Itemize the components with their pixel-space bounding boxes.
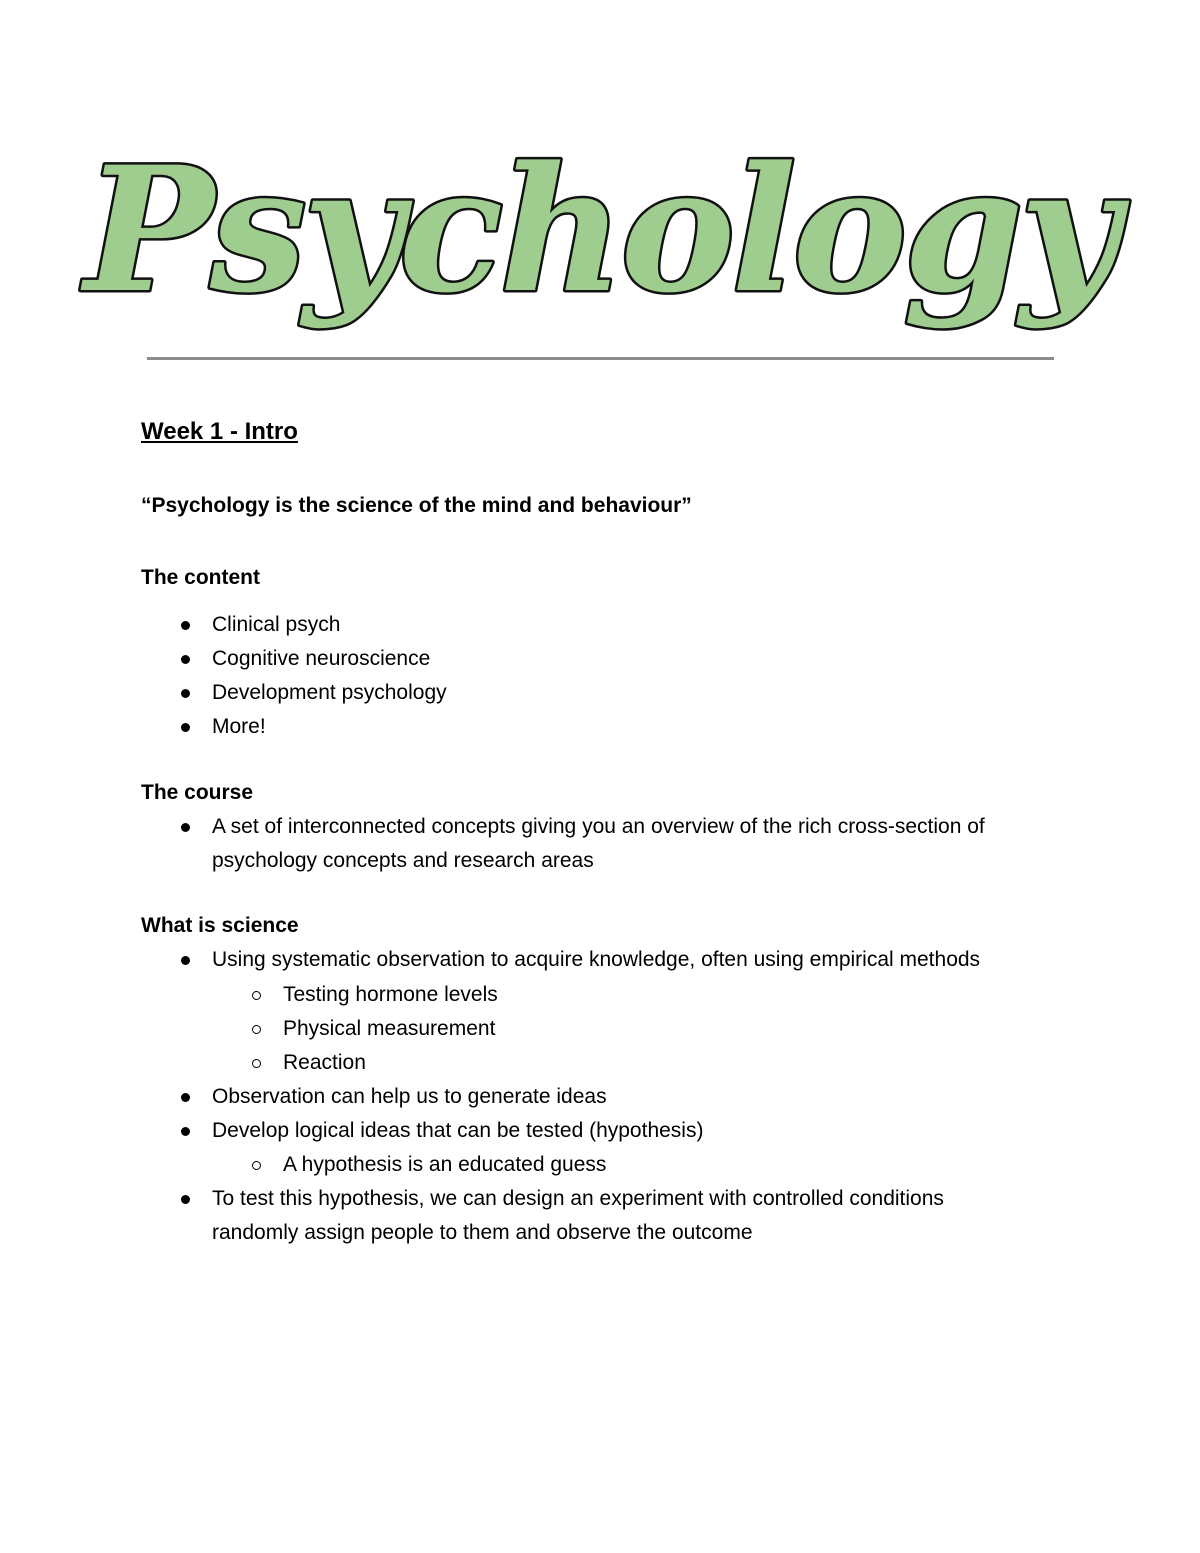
list-item: Observation can help us to generate ideas	[141, 1080, 1021, 1114]
list-item: Develop logical ideas that can be tested (hypothesis) A hypothesis is an educated guess	[141, 1114, 1021, 1182]
hollow-bullet-icon	[252, 1025, 261, 1034]
sub-list	[212, 1148, 1021, 1182]
definition-quote: “Psychology is the science of the mind and behaviour”	[141, 494, 692, 517]
hollow-bullet-icon	[252, 991, 261, 1000]
bullet-icon	[181, 655, 190, 664]
science-list	[141, 943, 1021, 1250]
bullet-icon	[181, 723, 190, 732]
list-item: Development psychology	[141, 676, 447, 710]
bullet-icon	[181, 823, 190, 832]
section-heading-course: The course	[141, 781, 254, 804]
sub-list-item: Physical measurement	[212, 1012, 1021, 1046]
bullet-icon	[181, 621, 190, 630]
section-heading-content: The content	[141, 566, 260, 589]
list-item: Using systematic observation to acquire knowledge, often using empirical methods Testing hormone levels Physical measurement Reaction	[141, 943, 1021, 1080]
title-logo-text: Psychology	[84, 128, 1116, 331]
sub-list-item: Testing hormone levels	[212, 978, 1021, 1012]
sub-list-item: A hypothesis is an educated guess	[212, 1148, 1021, 1182]
bullet-icon	[181, 1195, 190, 1204]
title-logo-graphic	[84, 120, 1116, 350]
course-list	[141, 810, 1021, 878]
section-heading-science: What is science	[141, 914, 299, 937]
psychology-title-logo	[84, 120, 1116, 350]
hollow-bullet-icon	[252, 1161, 261, 1170]
list-item: A set of interconnected concepts giving you an overview of the rich cross-section of psychology concepts and research areas	[141, 810, 1021, 878]
list-item: More!	[141, 710, 447, 744]
week-heading: Week 1 - Intro	[141, 418, 298, 445]
bullet-icon	[181, 1127, 190, 1136]
list-item: Clinical psych	[141, 608, 447, 642]
bullet-icon	[181, 956, 190, 965]
sub-list-item: Reaction	[212, 1046, 1021, 1080]
list-item: Cognitive neuroscience	[141, 642, 447, 676]
list-item: To test this hypothesis, we can design an experiment with controlled conditions randomly assign people to them and observe the outcome	[141, 1182, 1021, 1250]
notes-content	[141, 414, 1061, 1244]
content-list	[141, 608, 447, 744]
bullet-icon	[181, 689, 190, 698]
horizontal-rule	[147, 357, 1054, 360]
bullet-icon	[181, 1093, 190, 1102]
hollow-bullet-icon	[252, 1059, 261, 1068]
sub-list	[212, 978, 1021, 1080]
